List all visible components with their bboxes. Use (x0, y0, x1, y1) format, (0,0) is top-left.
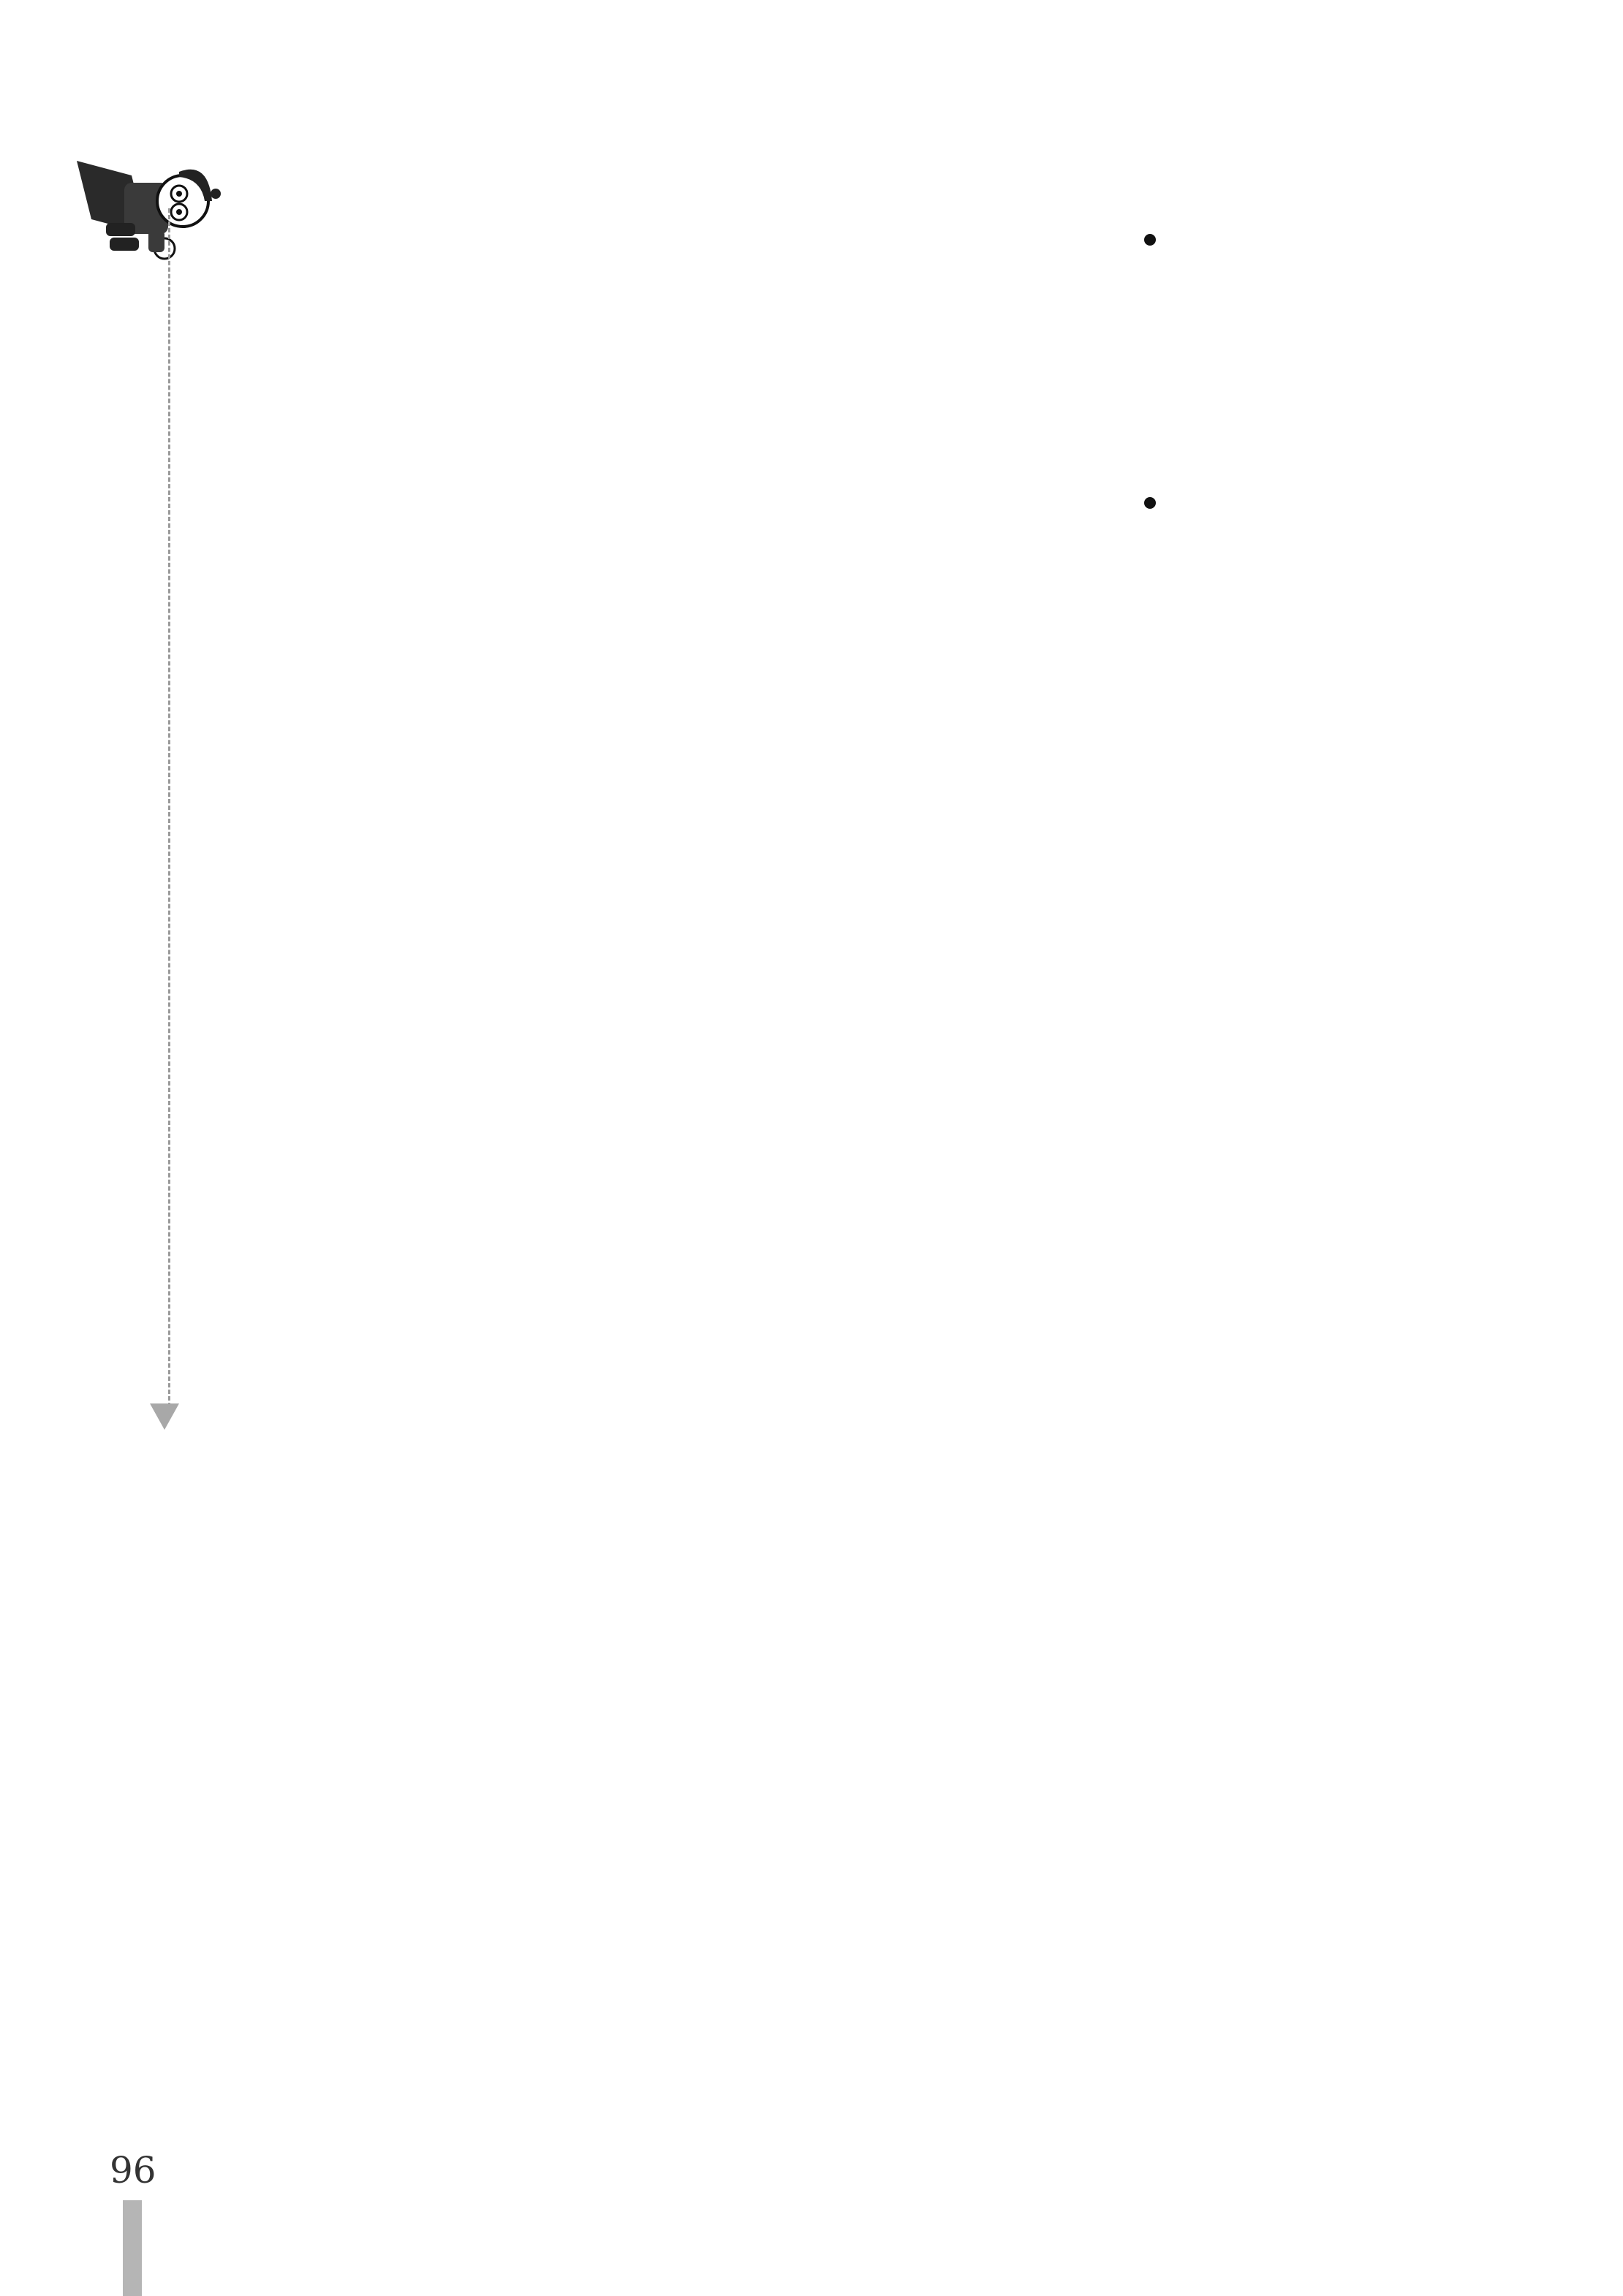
body-line (956, 234, 999, 2251)
page-edge-tab (123, 2200, 142, 2296)
running-header-text (110, 270, 146, 1382)
section-heading (1130, 263, 1172, 482)
body-line (734, 234, 776, 2251)
intro-line (1067, 234, 1110, 2251)
body-line (512, 234, 554, 2251)
header-divider (168, 208, 170, 1407)
body-line (567, 234, 610, 2251)
mascot-illustration (62, 132, 223, 278)
body-line (290, 234, 332, 2251)
heading-bullet-icon (1144, 234, 1156, 246)
body-line (401, 234, 443, 2251)
body-line (790, 234, 832, 2251)
body-line (678, 234, 721, 2251)
intro-line (1380, 234, 1423, 2251)
body-line (1269, 234, 1312, 2251)
body-line (845, 234, 888, 2251)
body-line (456, 234, 499, 2251)
body-line (234, 234, 276, 2251)
heading-bullet-icon (1144, 497, 1156, 509)
quote-line (1214, 234, 1256, 2251)
body-line (345, 234, 387, 2251)
body-line (1012, 234, 1054, 2251)
body-line (1325, 234, 1367, 2251)
body-line (901, 234, 943, 2251)
body-line (623, 234, 665, 2251)
header-arrow-icon (150, 1403, 179, 1430)
page-number: 96 (110, 2149, 156, 2191)
